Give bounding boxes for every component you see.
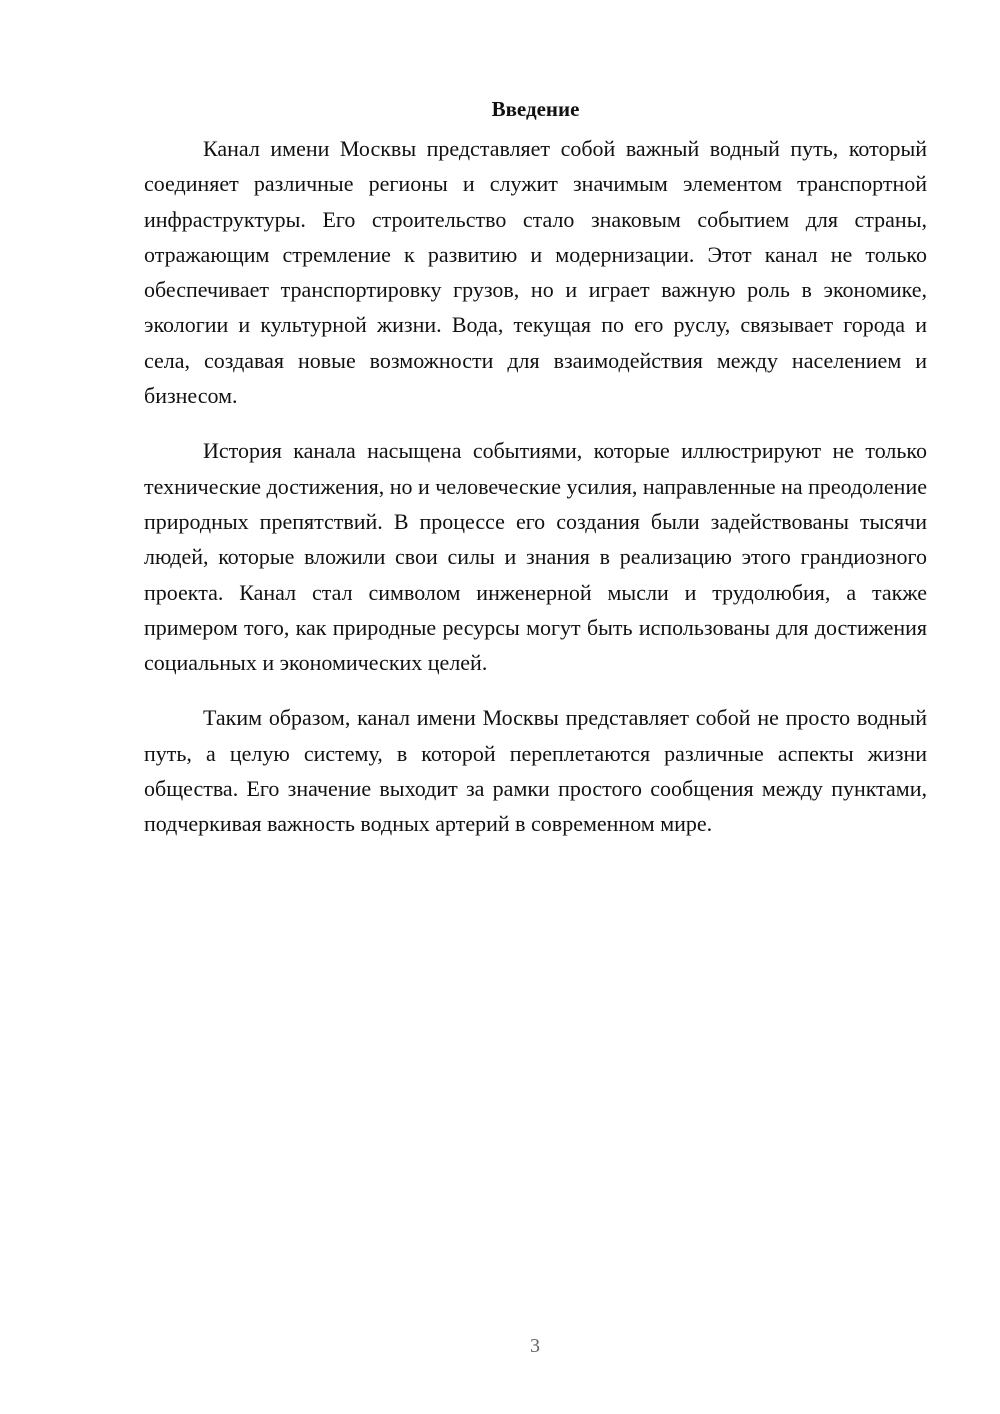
paragraph-1: Канал имени Москвы представляет собой важный водный путь, который соединяет различные регионы и служит значимым элементом транспортной инфраструктуры. Его строительство стало знаковым событием для страны, отражающим стремление к развитию и модернизации. Этот канал не только обеспечивает транспортировку грузов, но и играет важную роль в экономике, экологии и культурной жизни. Вода, текущая по его руслу, связывает города и села, создавая новые возможности для взаимодействия между населением и бизнесом. <box>144 136 927 409</box>
paragraph-2: История канала насыщена событиями, которые иллюстрируют не только технические достижения, но и человеческие усилия, направленные на преодоление природных препятствий. В процессе его создания были задействованы тысячи людей, которые вложили свои силы и знания в реализацию этого грандиозного проекта. Канал стал символом инженерной мысли и трудолюбия, а также примером того, как природные ресурсы могут быть использованы для достижения социальных и экономических целей. <box>144 438 927 676</box>
page-content <box>144 92 927 862</box>
page-number: 3 <box>530 1335 540 1357</box>
paragraph-3: Таким образом, канал имени Москвы представляет собой не просто водный путь, а целую систему, в которой переплетаются различные аспекты жизни общества. Его значение выходит за рамки простого сообщения между пунктами, подчеркивая важность водных артерий в современном мире. <box>144 705 927 837</box>
section-heading: Введение <box>491 97 580 121</box>
